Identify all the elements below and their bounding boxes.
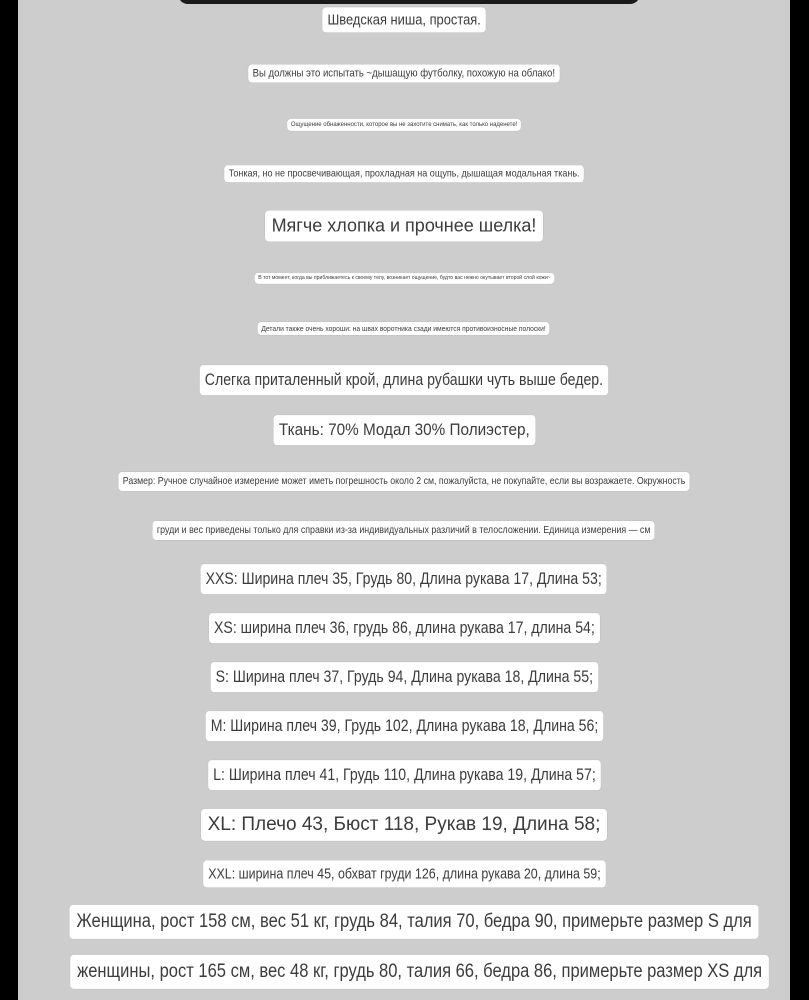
- size-xs-text: XS: ширина плеч 36, грудь 86, длина рукава 17, длина 54;: [209, 613, 600, 643]
- size-row-m: [18, 711, 790, 741]
- softer-than-cotton-text: Мягче хлопка и прочнее шелка!: [265, 210, 544, 241]
- size-row-xl: [18, 809, 790, 841]
- size-row-l: [18, 760, 790, 790]
- text-line-7: [18, 318, 790, 336]
- description-image: [18, 0, 790, 1000]
- text-line-5: [18, 210, 790, 241]
- size-note-text-1: Размер: Ручное случайное измерение может иметь погрешность около 2 см, пожалуйста, не покупайте, если вы возражаете. Окружность: [118, 472, 689, 491]
- model-info-text-1: Женщина, рост 158 см, вес 51 кг, грудь 84, талия 70, бедра 90, примерьте размер S для: [69, 905, 758, 939]
- text-line-11: [18, 520, 790, 540]
- tagline: Шведская ниша, простая.: [322, 7, 486, 32]
- size-l-text: L: Ширина плеч 41, Грудь 110, Длина рукава 19, Длина 57;: [208, 760, 601, 790]
- size-row-xxl: [18, 860, 790, 887]
- size-s-text: S: Ширина плеч 37, Грудь 94, Длина рукава 18, Длина 55;: [210, 662, 597, 692]
- text-line-1: [18, 7, 790, 32]
- text-line-3: [18, 113, 790, 131]
- text-line-6: [18, 266, 790, 284]
- text-line-8: [18, 365, 790, 395]
- intro-text: Вы должны это испытать ~дышащую футболку, похожую на облако!: [248, 64, 559, 82]
- size-row-xxs: [18, 564, 790, 594]
- size-row-xs: [18, 613, 790, 643]
- text-line-9: [18, 415, 790, 445]
- size-xl-text: XL: Плечо 43, Бюст 118, Рукав 19, Длина 58;: [201, 809, 608, 841]
- size-note-text-2: груди и вес приведены только для справки из-за индивидуальных различий в телосложении. Единица измерения — см: [153, 521, 655, 540]
- second-skin-text: В тот момент, когда вы приближаетесь к своему телу, возникает ощущение, будто вас нежно окутывает второй слой кожи~: [254, 273, 554, 284]
- fabric-feel-text: Тонкая, но не просвечивающая, прохладная на ощупь, дышащая модальная ткань.: [224, 165, 584, 182]
- collar-details-text: Детали также очень хороши: на швах воротника сзади имеются противоизносные полоски!: [258, 322, 550, 335]
- size-m-text: M: Ширина плеч 39, Грудь 102, Длина рукава 18, Длина 56;: [205, 711, 603, 741]
- fit-text: Слегка приталенный крой, длина рубашки чуть выше бедер.: [200, 365, 608, 395]
- top-bar: [178, 0, 640, 4]
- model-info-line-2: [18, 955, 790, 989]
- text-line-10: [18, 471, 790, 491]
- size-xxl-text: XXL: ширина плеч 45, обхват груди 126, длина рукава 20, длина 59;: [203, 860, 605, 887]
- size-row-s: [18, 662, 790, 692]
- composition-text: Ткань: 70% Модал 30% Полиэстер,: [273, 415, 535, 445]
- text-line-4: [18, 163, 790, 182]
- text-line-2: [18, 63, 790, 82]
- feeling-text: Ощущение обнаженности, которое вы не захотите снимать, как только наденете!: [287, 119, 521, 131]
- model-info-text-2: женщины, рост 165 см, вес 48 кг, грудь 80, талия 66, бедра 86, примерьте размер XS для: [70, 955, 769, 989]
- size-xxs-text: XXS: Ширина плеч 35, Грудь 80, Длина рукава 17, Длина 53;: [201, 564, 607, 594]
- model-info-line-1: [18, 905, 790, 939]
